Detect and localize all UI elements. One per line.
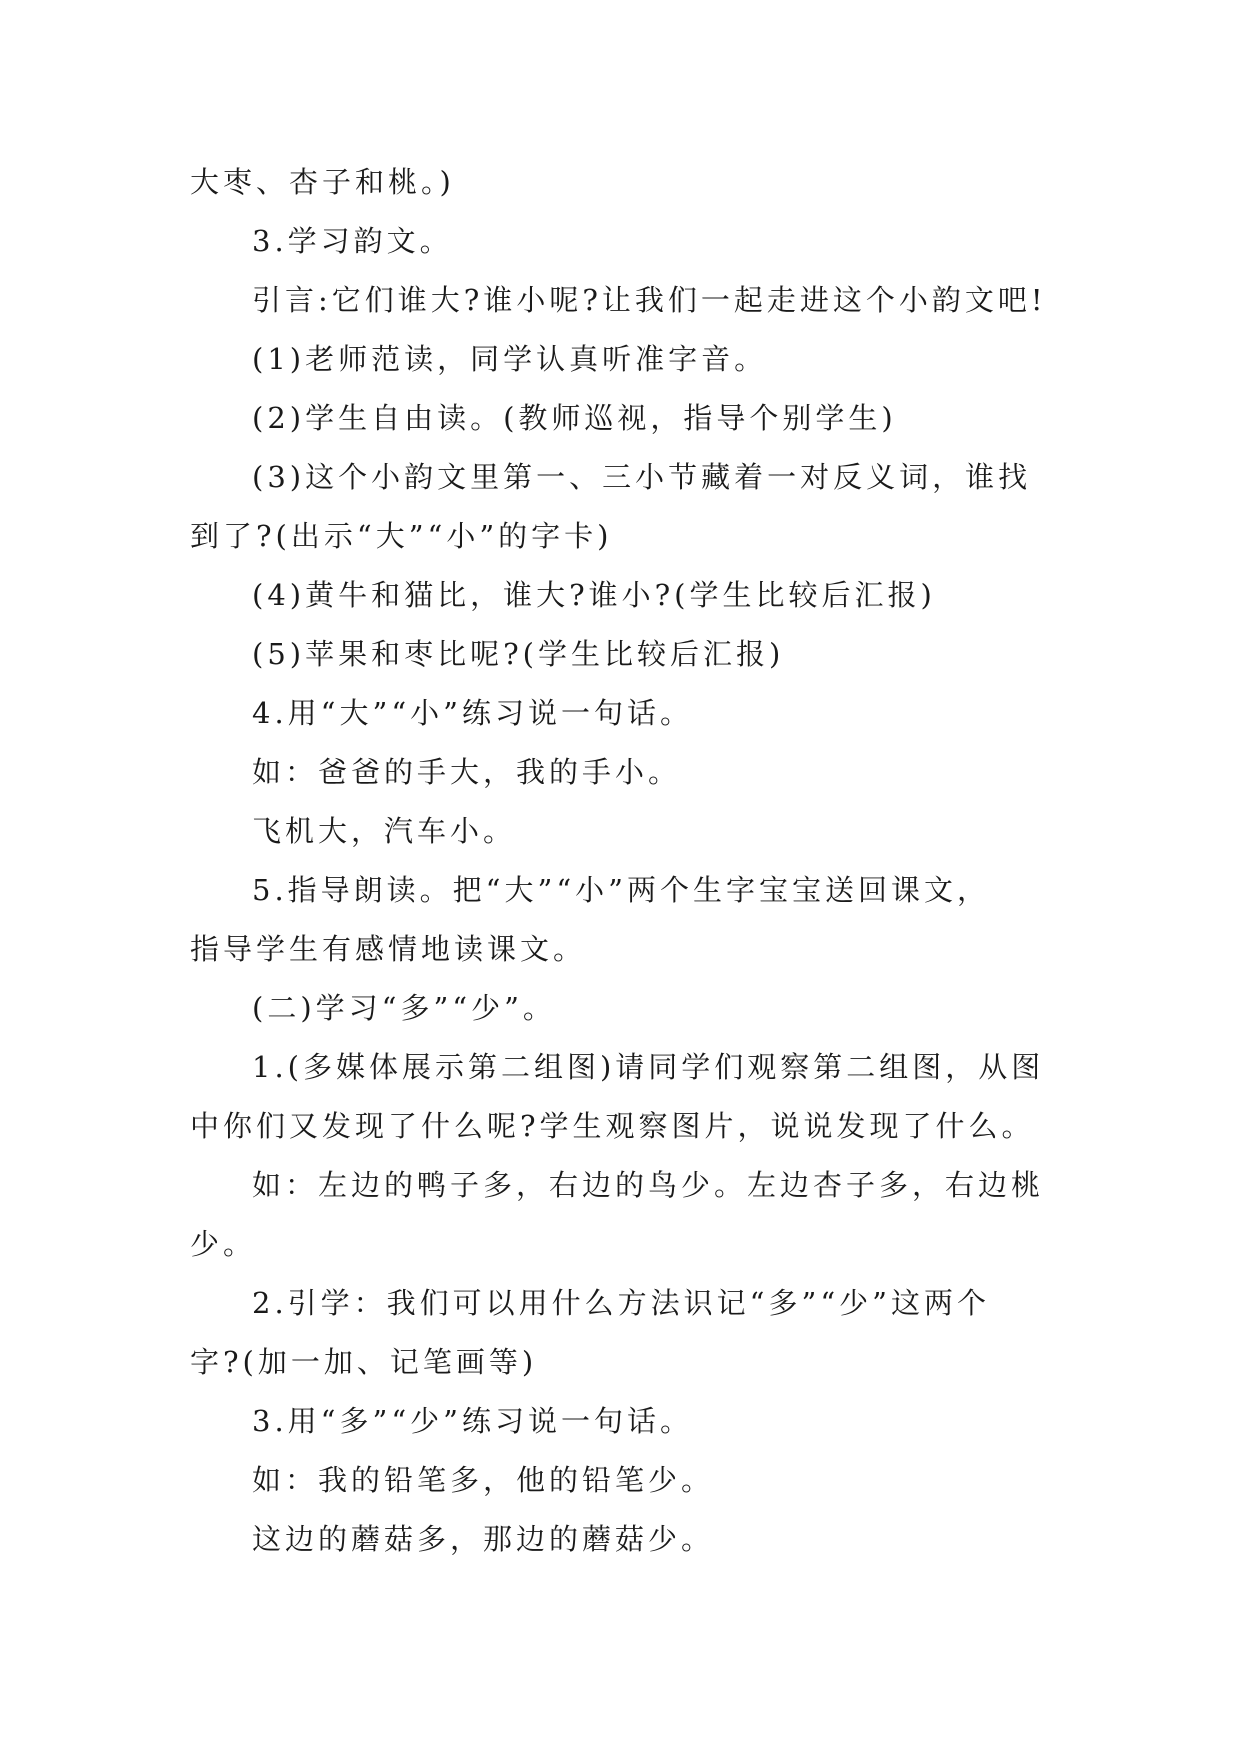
text-line: (4)黄牛和猫比，谁大?谁小?(学生比较后汇报) [252,578,936,612]
text-line: 引言:它们谁大?谁小呢?让我们一起走进这个小韵文吧! [252,283,1047,317]
text-line: (二)学习“多”“少”。 [252,991,556,1025]
text-line: 飞机大，汽车小。 [252,814,517,848]
text-line: 如：左边的鸭子多，右边的鸟少。左边杏子多，右边桃 [252,1168,1045,1202]
text-line: 如：我的铅笔多，他的铅笔少。 [252,1463,715,1497]
text-line: (3)这个小韵文里第一、三小节藏着一对反义词，谁找 [252,460,1032,494]
text-line: 如：爸爸的手大，我的手小。 [252,755,682,789]
text-line: 3.用“多”“少”练习说一句话。 [252,1404,693,1438]
text-line: 5.指导朗读。把“大”“小”两个生字宝宝送回课文， [252,873,990,907]
document-body [190,153,1070,1569]
text-line: 字?(加一加、记笔画等) [190,1345,538,1379]
text-line: 这边的蘑菇多，那边的蘑菇少。 [252,1522,715,1556]
text-line: 中你们又发现了什么呢?学生观察图片，说说发现了什么。 [190,1109,1035,1143]
text-line: 到了?(出示“大”“小”的字卡) [190,519,613,553]
text-line: (2)学生自由读。(教师巡视，指导个别学生) [252,401,897,435]
text-line: 2.引学：我们可以用什么方法识记“多”“少”这两个 [252,1286,990,1320]
text-line: 3.学习韵文。 [252,224,453,258]
text-line: 4.用“大”“小”练习说一句话。 [252,696,693,730]
text-line: (1)老师范读，同学认真听准字音。 [252,342,768,376]
text-line: 1.(多媒体展示第二组图)请同学们观察第二组图，从图 [252,1050,1045,1084]
text-line: 指导学生有感情地读课文。 [190,932,587,966]
text-line: 大枣、杏子和桃。) [190,165,455,199]
text-line: (5)苹果和枣比呢?(学生比较后汇报) [252,637,785,671]
text-line: 少。 [190,1227,257,1261]
